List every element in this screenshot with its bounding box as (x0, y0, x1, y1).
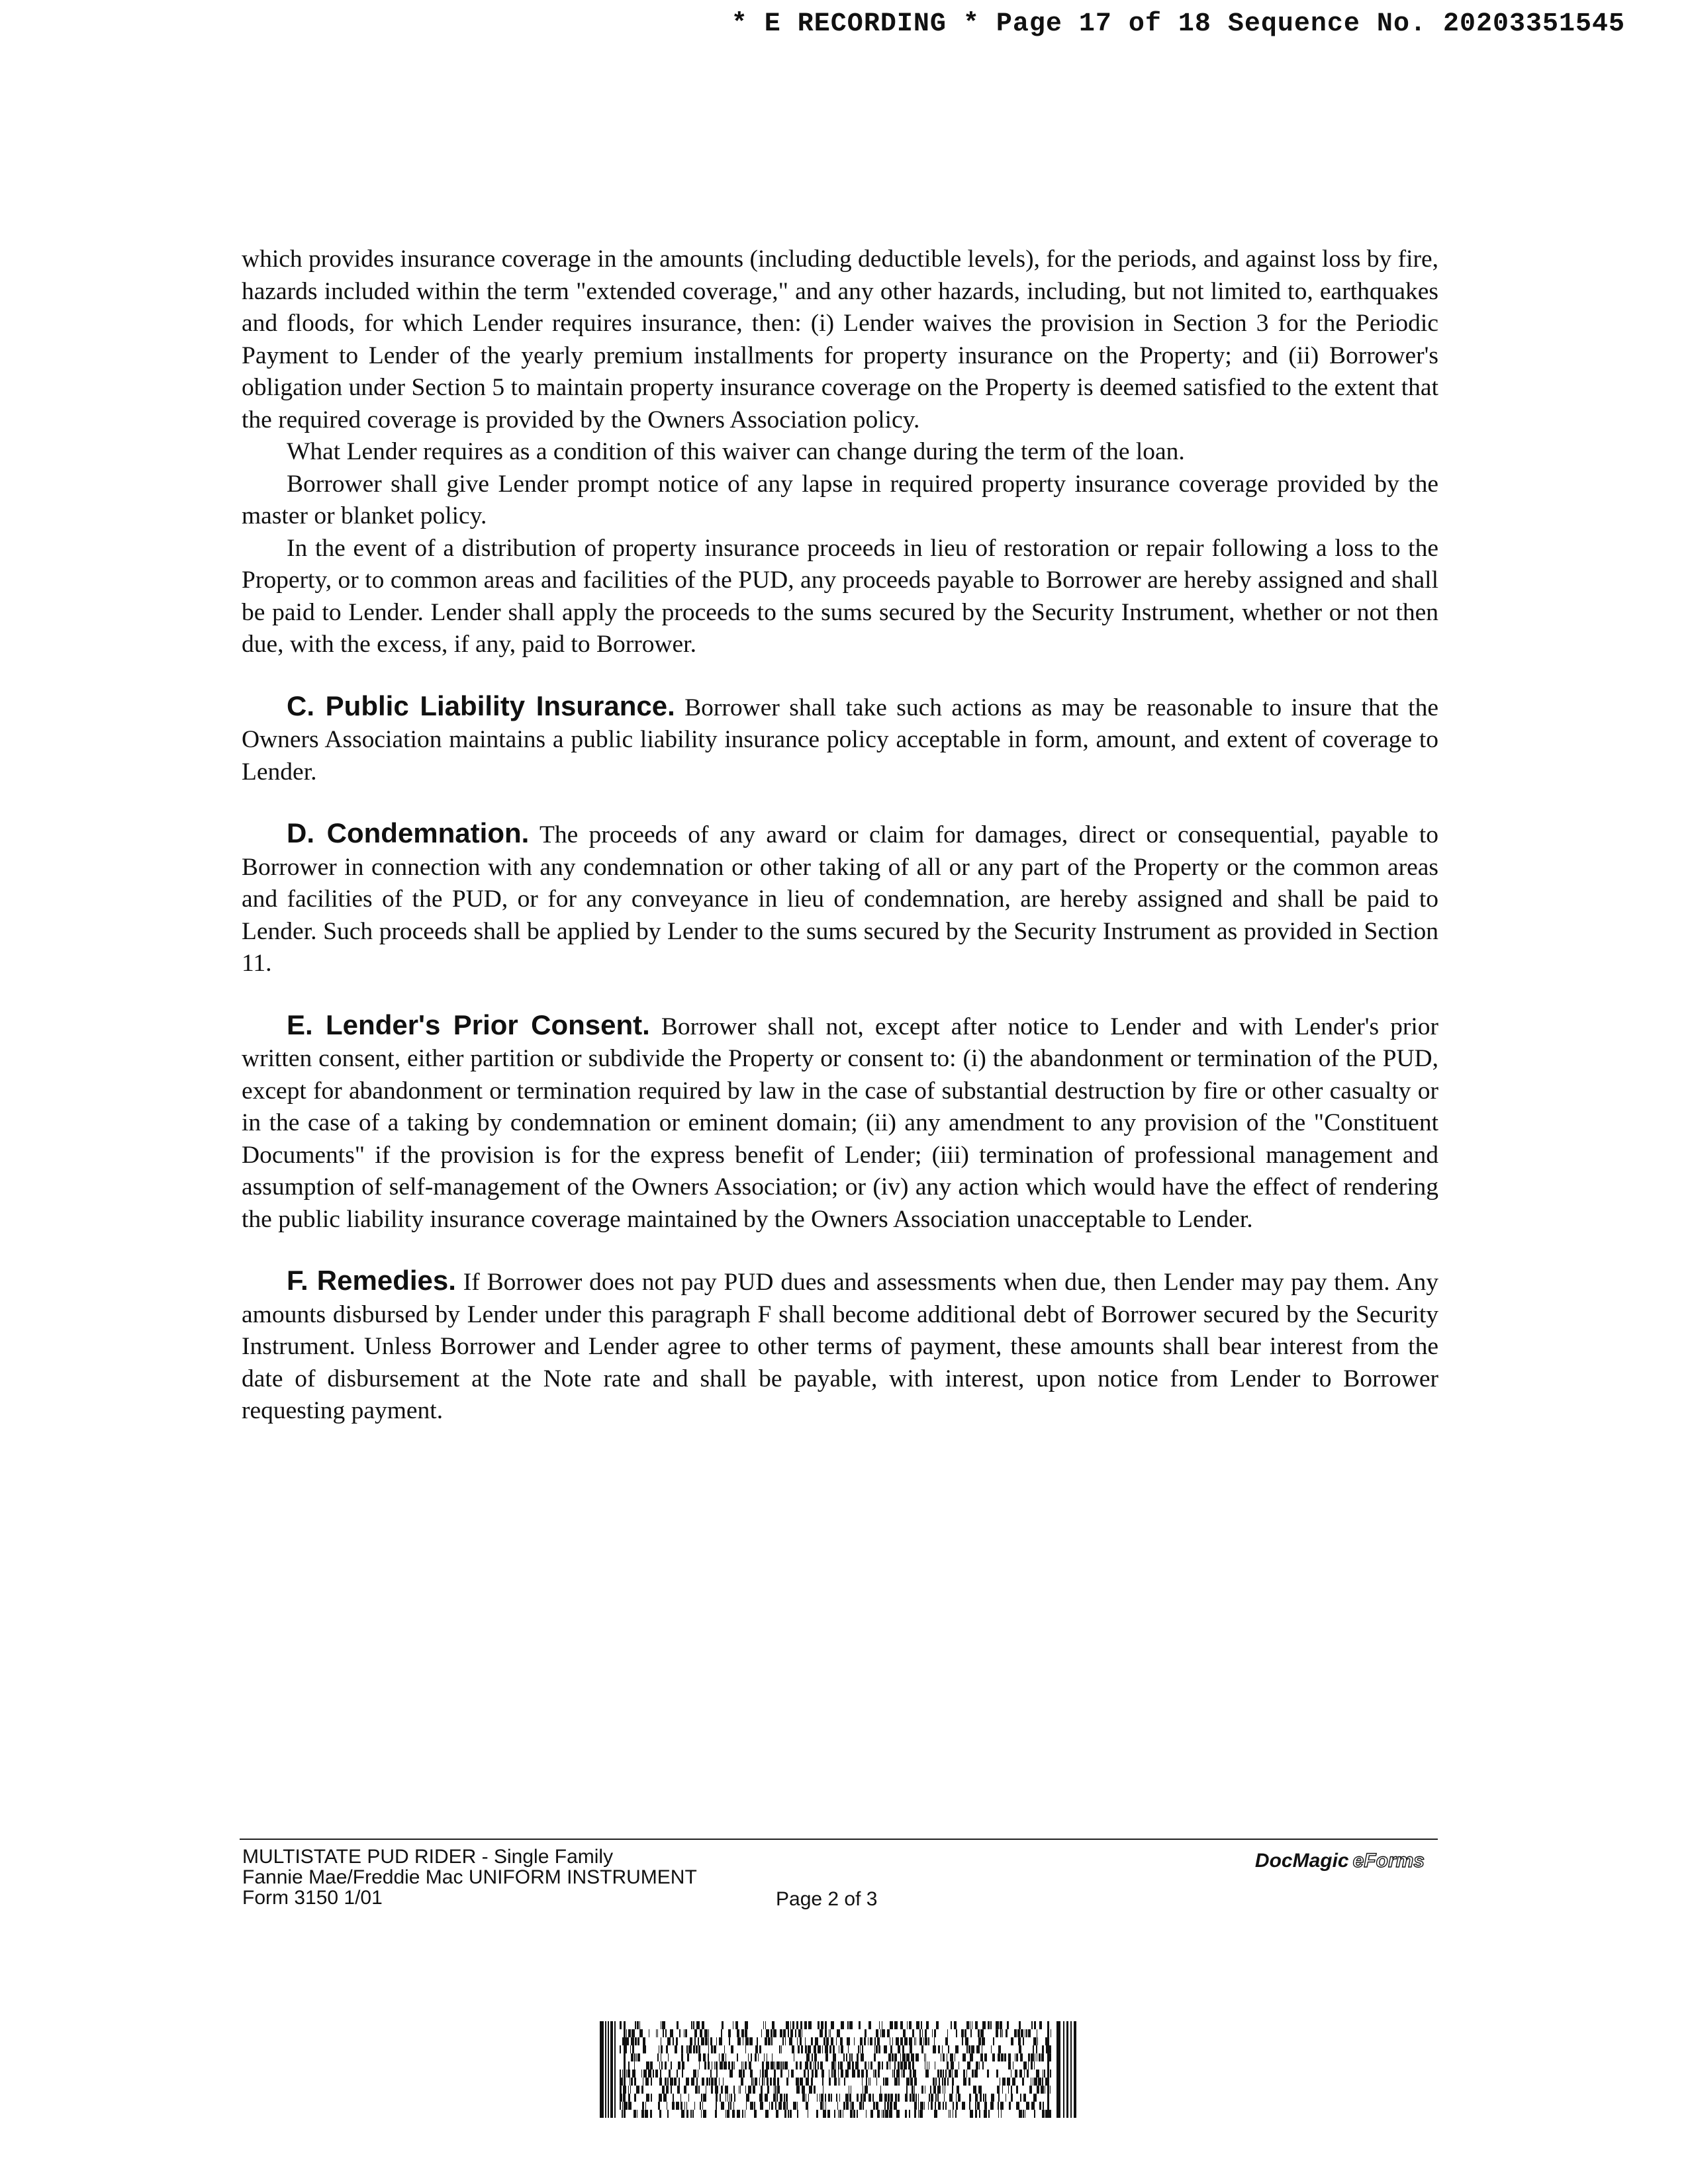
recording-stamp: * E RECORDING * Page 17 of 18 Sequence No. 20203351545 (731, 9, 1625, 39)
document-body (242, 244, 1438, 1428)
section-f (242, 1265, 1438, 1428)
section-f-heading: F. Remedies. (287, 1265, 456, 1296)
section-c-heading: C. Public Liability Insurance. (287, 690, 675, 721)
barcode-image (600, 2021, 1076, 2118)
brand-name: DocMagic (1254, 1850, 1349, 1872)
form-identification (242, 1846, 697, 1908)
paragraph-waiver: What Lender requires as a condition of this waiver can change during the term of the loan. (287, 438, 1185, 465)
page-number: Page 2 of 3 (776, 1888, 878, 1910)
form-title: MULTISTATE PUD RIDER - Single Family (242, 1846, 614, 1868)
docmagic-logo (1255, 1850, 1425, 1871)
paragraph-distribution: In the event of a distribution of property insurance proceeds in lieu of restoration or repair following a loss to the Property, or to common areas and facilities of the PUD, any proceeds payable to Borrower are hereby assigned and shall be paid to Lender. Lender shall apply the proceeds to the sums secured by the Security Instrument, whether or not then due, with the excess, if any, paid to Borrower. (242, 534, 1438, 658)
section-d-heading: D. Condemnation. (287, 817, 530, 848)
form-instrument: Fannie Mae/Freddie Mac UNIFORM INSTRUMENT (242, 1866, 697, 1888)
brand-suffix: eForms (1352, 1850, 1425, 1872)
section-c (242, 690, 1438, 789)
section-f-text: If Borrower does not pay PUD dues and assessments when due, then Lender may pay them. Any amounts disbursed by Lender under this paragraph F shall become additional debt of Borrower secured by the Security Instrument. Unless Borrower and Lender agree to other terms of payment, these amounts shall bear interest from the date of disbursement at the Note rate and shall be payable, with interest, upon notice from Lender to Borrower requesting payment. (242, 1269, 1439, 1424)
section-c-text: Borrower shall take such actions as may be reasonable to insure that the Owners Association maintains a public liability insurance policy acceptable in form, amount, and extent of coverage to Lender. (242, 694, 1438, 786)
section-e (242, 1009, 1438, 1236)
form-number: Form 3150 1/01 (242, 1887, 383, 1909)
section-e-text: Borrower shall not, except after notice to Lender and with Lender's prior written consent, either partition or subdivide the Property or consent to: (i) the abandonment or termination of the PUD, except for abandonment or termination required by law in the case of substantial destruction by fire or other casualty or in the case of a taking by condemnation or eminent domain; (ii) any amendment to any provision of the "Constituent Documents" if the provision is for the express benefit of Lender; (iii) termination of professional management and assumption of self-management of the Owners Association; or (iv) any action which would have the effect of rendering the public liability insurance coverage maintained by the Owners Association unacceptable to Lender. (242, 1013, 1439, 1233)
paragraph-notice: Borrower shall give Lender prompt notice of any lapse in required property insurance coverage provided by the master or blanket policy. (242, 470, 1438, 529)
section-d (242, 817, 1438, 980)
form-footer (240, 1839, 1438, 1910)
section-d-text: The proceeds of any award or claim for damages, direct or consequential, payable to Borrower in connection with any condemnation or other taking of all or any part of the Property or the common areas and facilities of the PUD, or for any conveyance in lieu of condemnation, are hereby assigned and shall be paid to Lender. Such proceeds shall be applied by Lender to the sums secured by the Security Instrument as provided in Section 11. (242, 821, 1438, 977)
paragraph-continuation: which provides insurance coverage in the amounts (including deductible levels), for the periods, and against loss by fire, hazards included within the term "extended coverage," and any other hazards, including, but not limited to, earthquakes and floods, for which Lender requires insurance, then: (i) Lender waives the provision in Section 3 for the Periodic Payment to Lender of the yearly premium installments for property insurance on the Property; and (ii) Borrower's obligation under Section 5 to maintain property insurance coverage on the Property is deemed satisfied to the extent that the required coverage is provided by the Owners Association policy. (242, 246, 1438, 433)
section-e-heading: E. Lender's Prior Consent. (287, 1009, 650, 1040)
